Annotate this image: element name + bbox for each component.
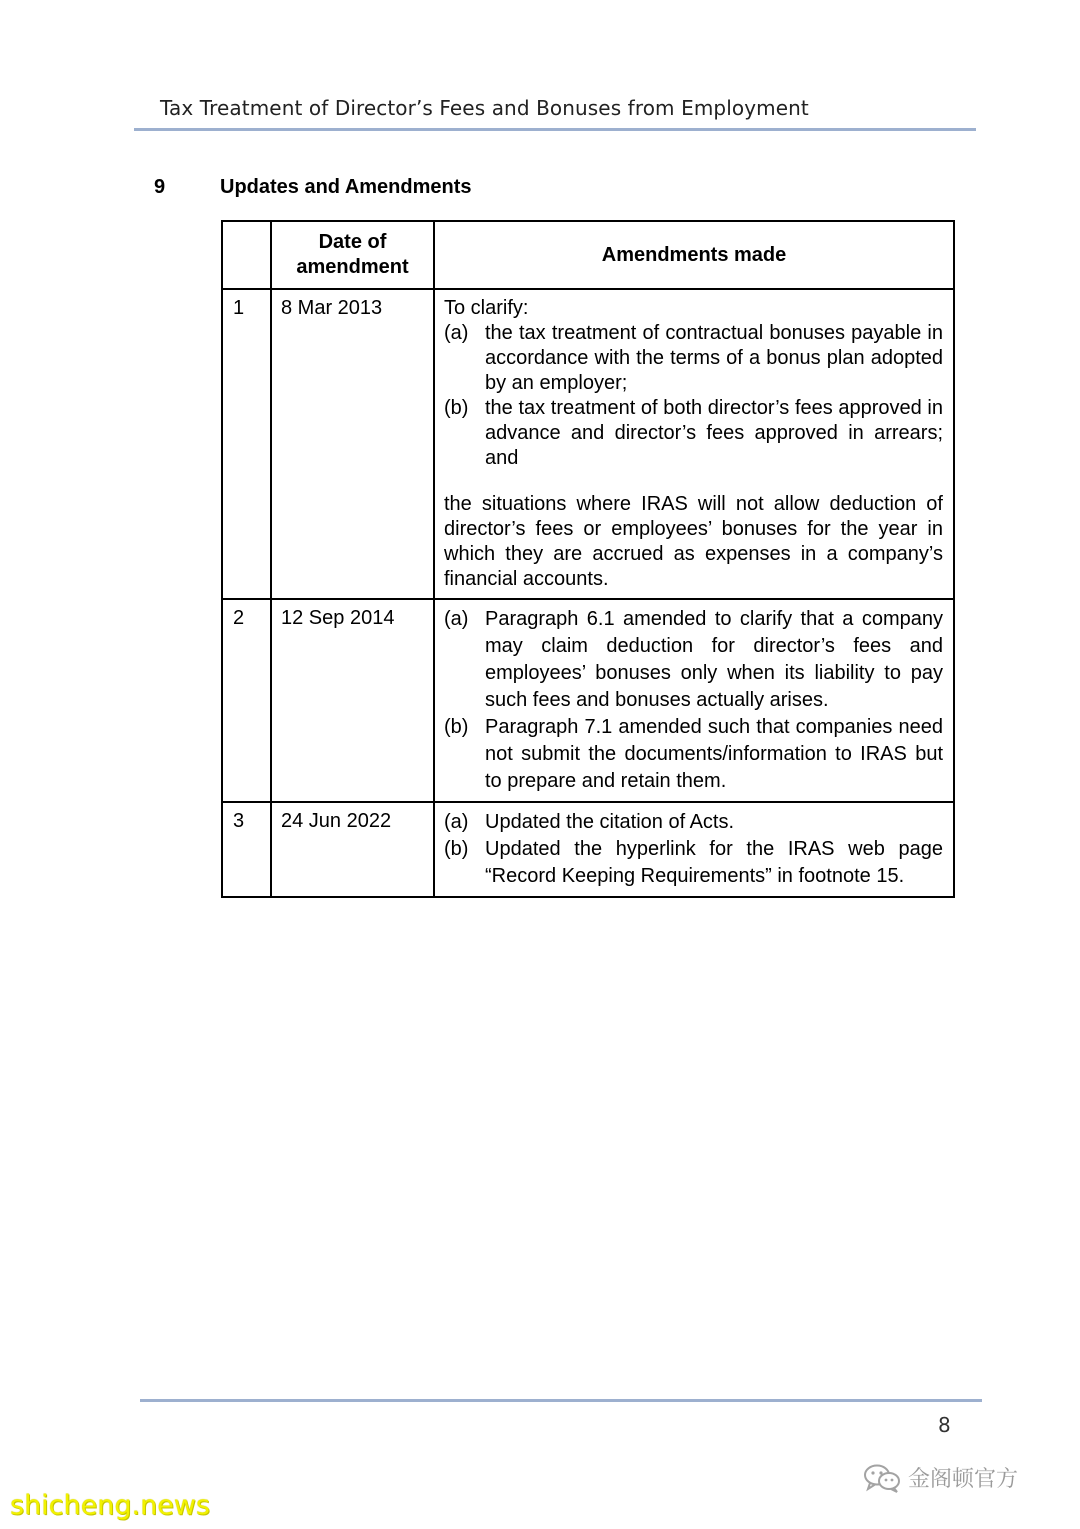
item-text: Updated the hyperlink for the IRAS web page “Record Keeping Requirements” in footnote 15. — [485, 838, 943, 887]
item-label: (b) — [444, 716, 469, 738]
amendment-details — [434, 802, 954, 897]
amendment-closing: the situations where IRAS will not allow deduction of director’s fees or employees’ bonuses for the year in which they are accrued as expenses in a company’s financial accounts. — [444, 493, 943, 590]
amendment-date: 8 Mar 2013 — [271, 289, 434, 599]
item-text: the tax treatment of contractual bonuses payable in accordance with the terms of a bonus plan adopted by an employer; — [485, 322, 943, 394]
section-title: Updates and Amendments — [220, 176, 472, 198]
amendment-item — [444, 836, 943, 890]
item-label: (b) — [444, 397, 469, 419]
amendment-details — [434, 599, 954, 802]
item-label: (b) — [444, 838, 469, 860]
amendment-details — [434, 289, 954, 599]
amendment-item — [444, 606, 943, 714]
footer-rule — [140, 1399, 982, 1402]
column-header-date: Date of amendment — [271, 221, 434, 289]
amendment-date: 12 Sep 2014 — [271, 599, 434, 802]
site-watermark: shicheng.news — [10, 1490, 210, 1521]
item-text: Updated the citation of Acts. — [485, 811, 735, 833]
amendment-intro: To clarify: — [444, 297, 529, 319]
row-number: 3 — [222, 802, 271, 897]
header-rule — [134, 128, 976, 131]
table-row — [222, 599, 954, 802]
item-label: (a) — [444, 608, 469, 630]
amendment-item — [444, 321, 943, 396]
page-number: 8 — [938, 1413, 951, 1437]
section-number: 9 — [154, 176, 166, 198]
table-row — [222, 802, 954, 897]
wechat-account-name: 金阁顿官方 — [908, 1467, 1019, 1492]
column-header-number — [222, 221, 271, 289]
item-text: Paragraph 6.1 amended to clarify that a company may claim deduction for director’s fees and employees’ bonuses only when its liability to pay such fees and bonuses actually arises. — [485, 608, 943, 711]
amendment-item — [444, 809, 943, 836]
wechat-icon — [862, 1463, 902, 1493]
amendment-date: 24 Jun 2022 — [271, 802, 434, 897]
row-number: 2 — [222, 599, 271, 802]
table-row — [222, 289, 954, 599]
table-header-row — [222, 221, 954, 289]
wechat-watermark — [862, 1462, 1018, 1493]
item-text: Paragraph 7.1 amended such that companies need not submit the documents/information to IRAS but to prepare and retain them. — [485, 716, 943, 792]
running-header: Tax Treatment of Director’s Fees and Bonuses from Employment — [160, 96, 809, 120]
row-number: 1 — [222, 289, 271, 599]
item-label: (a) — [444, 811, 469, 833]
item-label: (a) — [444, 322, 469, 344]
amendment-item — [444, 396, 943, 471]
column-header-amendments: Amendments made — [434, 221, 954, 289]
amendment-item — [444, 714, 943, 795]
amendments-table — [221, 220, 955, 898]
item-text: the tax treatment of both director’s fees approved in advance and director’s fees approved in arrears; and — [485, 397, 943, 469]
